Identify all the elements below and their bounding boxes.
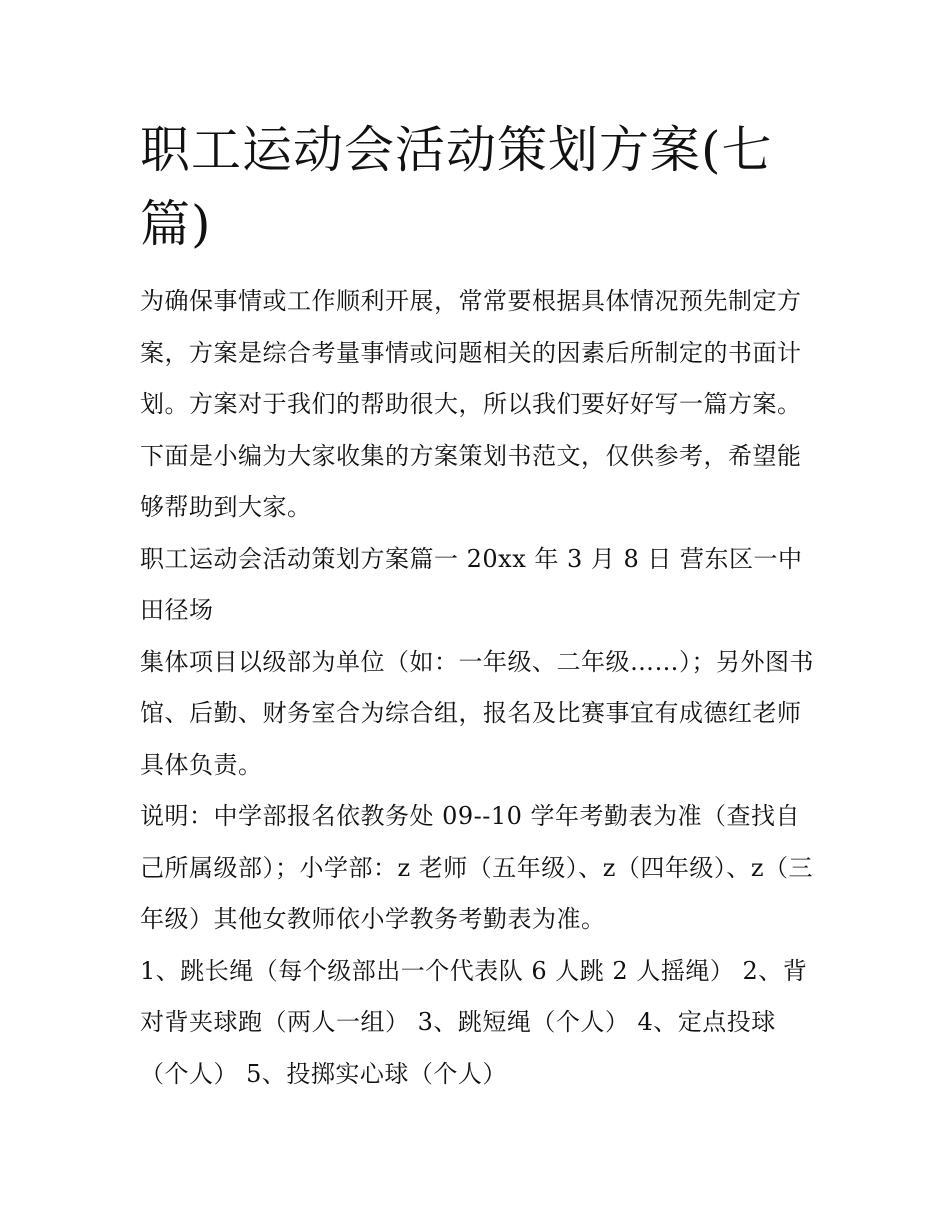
event-list-paragraph: 1、跳长绳（每个级部出一个代表队 6 人跳 2 人摇绳） 2、背对背夹球跑（两人一组） 3、跳短绳（个人） 4、定点投球（个人） 5、投掷实心球（个人） — [140, 956, 808, 1088]
team-rules-paragraph: 集体项目以级部为单位（如：一年级、二年级……）；另外图书馆、后勤、财务室合为综合组，报名及比赛事宜有成德红老师具体负责。 — [140, 647, 814, 779]
document-body — [140, 276, 815, 1100]
document-title: 职工运动会活动策划方案(七篇) — [140, 121, 773, 253]
event-info-paragraph: 职工运动会活动策划方案篇一 20xx 年 3 月 8 日 营东区一中田径场 — [140, 544, 803, 624]
registration-note-paragraph: 说明：中学部报名依教务处 09--10 学年考勤表为准（查找自己所属级部）；小学部：z 老师（五年级）、z（四年级）、z（三年级）其他女教师依小学教务考勤表为准。 — [140, 802, 814, 933]
intro-paragraph: 为确保事情或工作顺利开展，常常要根据具体情况预先制定方案，方案是综合考量事情或问题相关的因素后所制定的书面计划。方案对于我们的帮助很大，所以我们要好好写一篇方案。下面是小编为大家收集的方案策划书范文，仅供参考，希望能够帮助到大家。 — [140, 287, 802, 521]
